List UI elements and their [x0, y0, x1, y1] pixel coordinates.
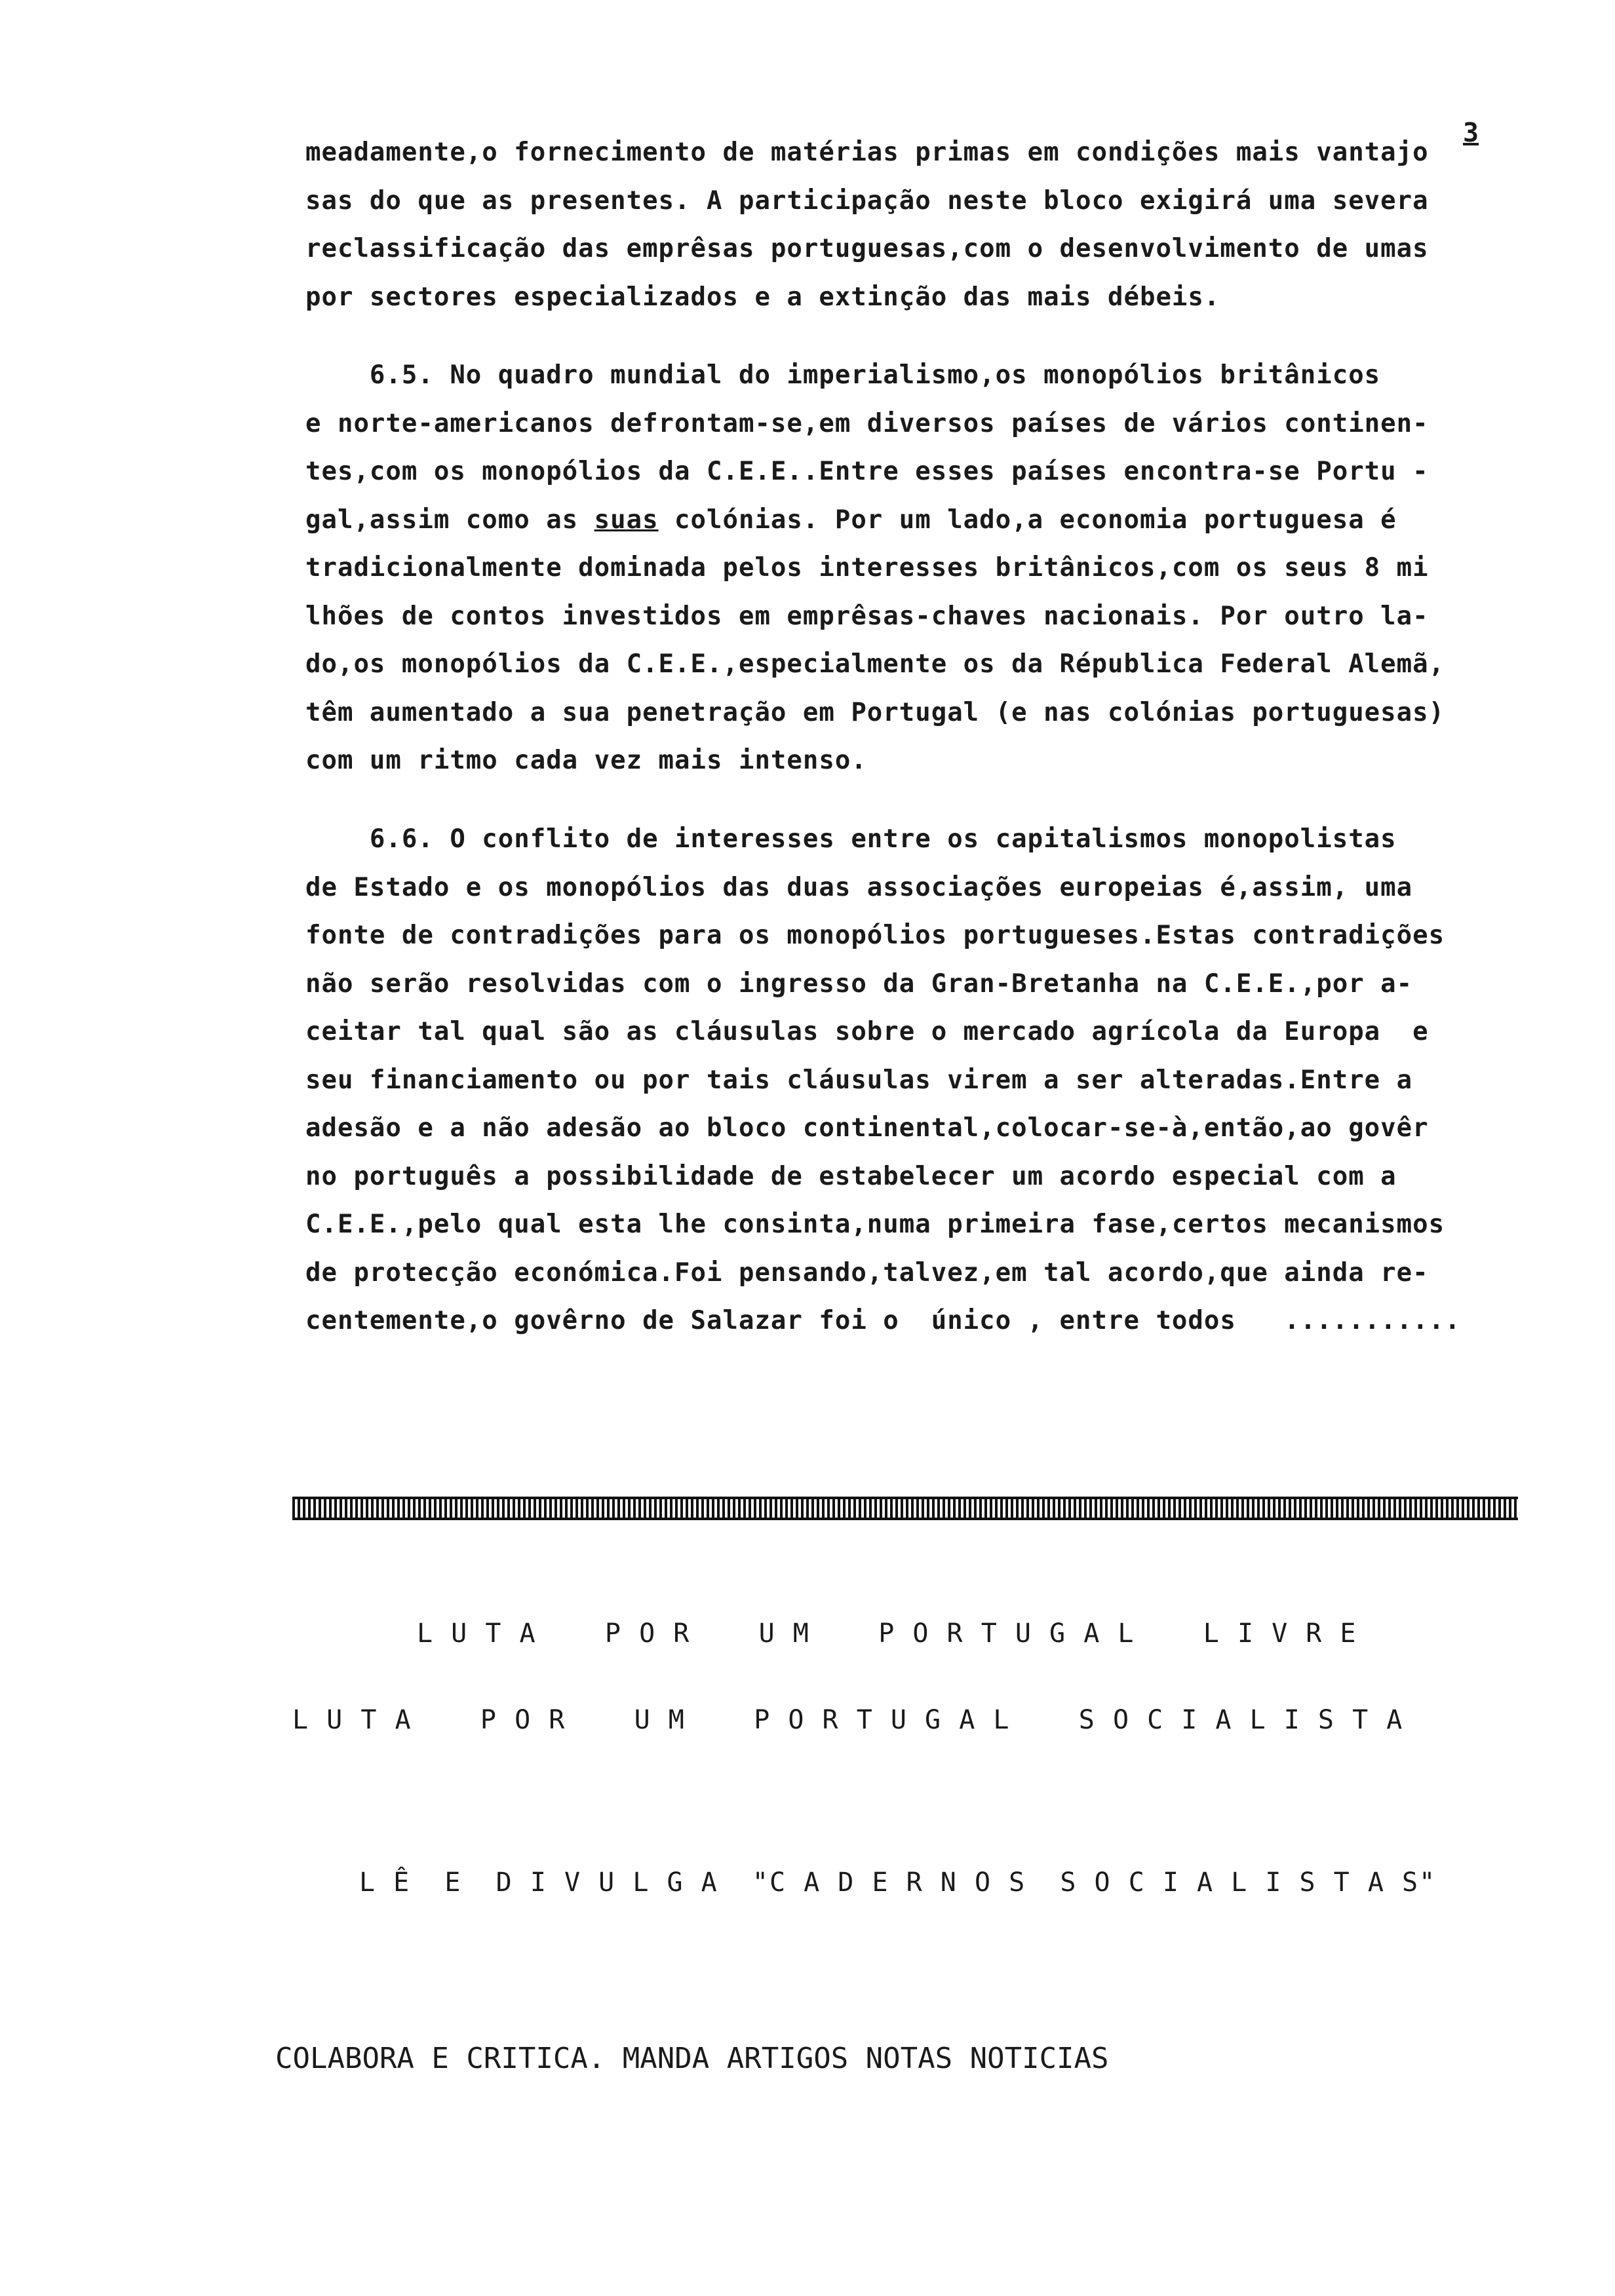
- text-line: meadamente,o fornecimento de matérias primas em condições mais vantajo: [305, 138, 1429, 167]
- typed-divider-rule: [292, 1497, 1518, 1520]
- text-line: não serão resolvidas com o ingresso da Gran-Bretanha na C.E.E.,por a-: [305, 968, 1413, 999]
- text-line: com um ritmo cada vez mais intenso.: [305, 746, 867, 775]
- text-line: lhões de contos investidos em emprêsas-chaves nacionais. Por outro la-: [305, 601, 1429, 631]
- text-line: e norte-americanos defrontam-se,em diversos países de vários continen-: [305, 408, 1429, 438]
- text-line: ceitar tal qual são as cláusulas sobre o mercado agrícola da Europa e: [305, 1017, 1429, 1046]
- text-line: no português a possibilidade de estabelecer um acordo especial com a: [305, 1161, 1397, 1191]
- text-line: reclassificação das emprêsas portuguesas,com o desenvolvimento de umas: [305, 234, 1429, 263]
- text-line: tes,com os monopólios da C.E.E..Entre esses países encontra-se Portu -: [305, 457, 1429, 486]
- slogan-cadernos-socialistas: L Ê E D I V U L G A "C A D E R N O S S O C I A L I S T A S": [359, 1867, 1437, 1898]
- text-line: [305, 496, 1532, 545]
- text-line: C.E.E.,pelo qual esta lhe consinta,numa primeira fase,certos mecanismos: [305, 1210, 1445, 1239]
- text-line: têm aumentado a sua penetração em Portugal (e nas colónias portuguesas): [305, 697, 1445, 727]
- page-number: 3: [1463, 118, 1479, 148]
- text-line: 6.6. O conflito de interesses entre os capitalismos monopolistas: [305, 824, 1397, 854]
- underlined-word: suas: [594, 505, 659, 535]
- paragraph-6-5: [305, 351, 1532, 785]
- text-line: adesão e a não adesão ao bloco continental,colocar-se-à,então,ao govêr: [305, 1113, 1429, 1143]
- slogan-portugal-socialista: L U T A P O R U M P O R T U G A L S O C I A L I S T A: [292, 1705, 1404, 1735]
- paragraph-continuation: [305, 128, 1532, 321]
- slogan-portugal-livre: L U T A P O R U M P O R T U G A L L I V R E: [417, 1618, 1357, 1649]
- text-line: de Estado e os monopólios das duas associações europeias é,assim, uma: [305, 872, 1413, 902]
- text-line: de protecção económica.Foi pensando,talvez,em tal acordo,que ainda re-: [305, 1257, 1429, 1288]
- text-line: centemente,o govêrno de Salazar foi o único , entre todos ...........: [305, 1306, 1461, 1335]
- paragraph-6-6: [305, 815, 1532, 1345]
- text-line: 6.5. No quadro mundial do imperialismo,os monopólios britânicos: [305, 360, 1381, 390]
- text-line: do,os monopólios da C.E.E.,especialmente os da Républica Federal Alemã,: [305, 649, 1445, 679]
- text-line: sas do que as presentes. A participação neste bloco exigirá uma severa: [305, 185, 1429, 216]
- text-line: seu financiamento ou por tais cláusulas virem a ser alteradas.Entre a: [305, 1065, 1413, 1095]
- text-line: por sectores especializados e a extinção das mais débeis.: [305, 282, 1220, 312]
- text-line: tradicionalmente dominada pelos interesses britânicos,com os seus 8 mi: [305, 553, 1429, 583]
- text-fragment: gal,assim como as: [305, 505, 594, 535]
- footer-call-to-action: COLABORA E CRITICA. MANDA ARTIGOS NOTAS NOTICIAS: [275, 2042, 1109, 2075]
- text-fragment: colónias. Por um lado,a economia portuguesa é: [658, 505, 1397, 535]
- text-line: fonte de contradições para os monopólios portugueses.Estas contradições: [305, 921, 1445, 950]
